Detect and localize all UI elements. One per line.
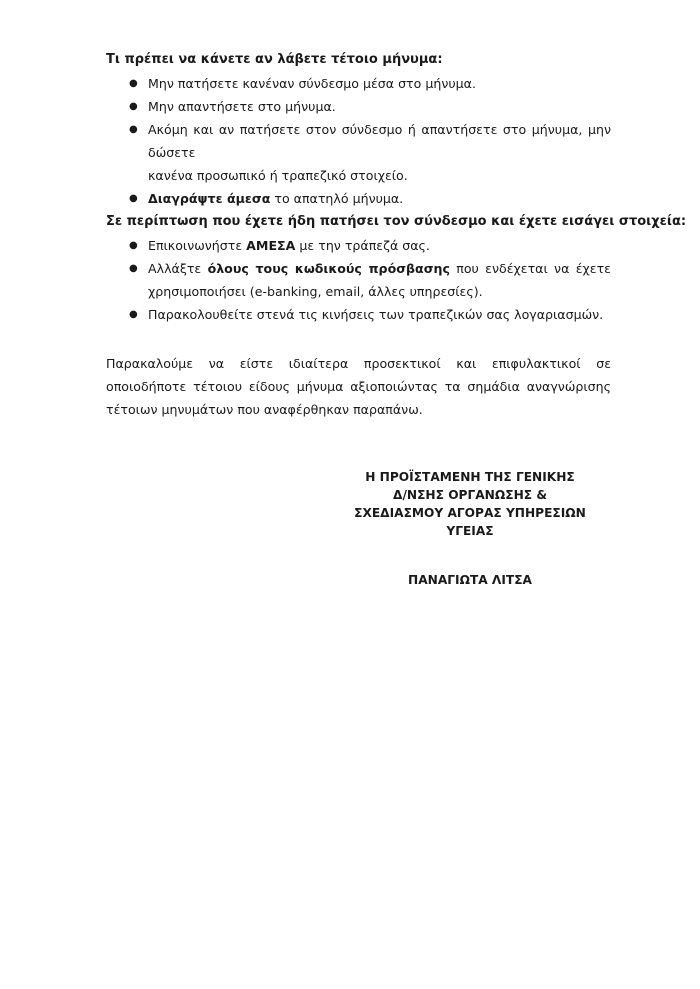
section-heading: Τι πρέπει να κάνετε αν λάβετε τέτοιο μήνυμα:: [106, 52, 443, 67]
list-item: ● Παρακολουθείτε στενά τις κινήσεις των τραπεζικών σας λογαριασμών.: [106, 303, 611, 326]
list-item: ● Μην πατήσετε κανέναν σύνδεσμο μέσα στο μήνυμα.: [106, 72, 611, 95]
bullet-icon: ●: [129, 101, 138, 112]
list-item: ● Αλλάξτε όλους τους κωδικούς πρόσβασης που ενδέχεται να έχετε χρησιμοποιήσει (e-banking, email, άλλες υπηρεσίες).: [106, 257, 611, 303]
list-item: ● Διαγράψτε άμεσα το απατηλό μήνυμα.: [106, 187, 611, 210]
bullet-icon: ●: [129, 193, 138, 204]
bullet-icon: ●: [129, 124, 138, 135]
closing-paragraph: Παρακαλούμε να είστε ιδιαίτερα προσεκτικοί και επιφυλακτικοί σε οποιοδήποτε τέτοιου είδους μήνυμα αξιοποιώντας τα σημάδια αναγνώρισης τέτοιων μηνυμάτων που αναφέρθηκαν παραπάνω.: [106, 356, 611, 417]
bullet-list: [106, 72, 611, 210]
bullet-icon: ●: [129, 263, 138, 274]
list-item: ● Μην απαντήσετε στο μήνυμα.: [106, 95, 611, 118]
signature-name: ΠΑΝΑΓΙΩΤΑ ΛΙΤΣΑ: [408, 573, 532, 587]
bullet-icon: ●: [129, 78, 138, 89]
bullet-icon: ●: [129, 240, 138, 251]
section-heading: Σε περίπτωση που έχετε ήδη πατήσει τον σύνδεσμο και έχετε εισάγει στοιχεία:: [106, 214, 687, 229]
section-if-already-clicked: [106, 214, 687, 326]
list-item: ● Επικοινωνήστε ΑΜΕΣΑ με την τράπεζά σας.: [106, 234, 611, 257]
signature-title: Η ΠΡΟΪΣΤΑΜΕΝΗ ΤΗΣ ΓΕΝΙΚΗΣ Δ/ΝΣΗΣ ΟΡΓΑΝΩΣΗΣ & ΣΧΕΔΙΑΣΜΟΥ ΑΓΟΡΑΣ ΥΠΗΡΕΣΙΩΝ ΥΓΕΙΑΣ: [354, 470, 586, 538]
list-item: ● Ακόμη και αν πατήσετε στον σύνδεσμο ή απαντήσετε στο μήνυμα, μην δώσετε κανένα προσωπικό ή τραπεζικό στοιχείο.: [106, 118, 611, 187]
bullet-list: [106, 234, 611, 326]
section-what-to-do: [106, 52, 611, 210]
bullet-icon: ●: [129, 309, 138, 320]
